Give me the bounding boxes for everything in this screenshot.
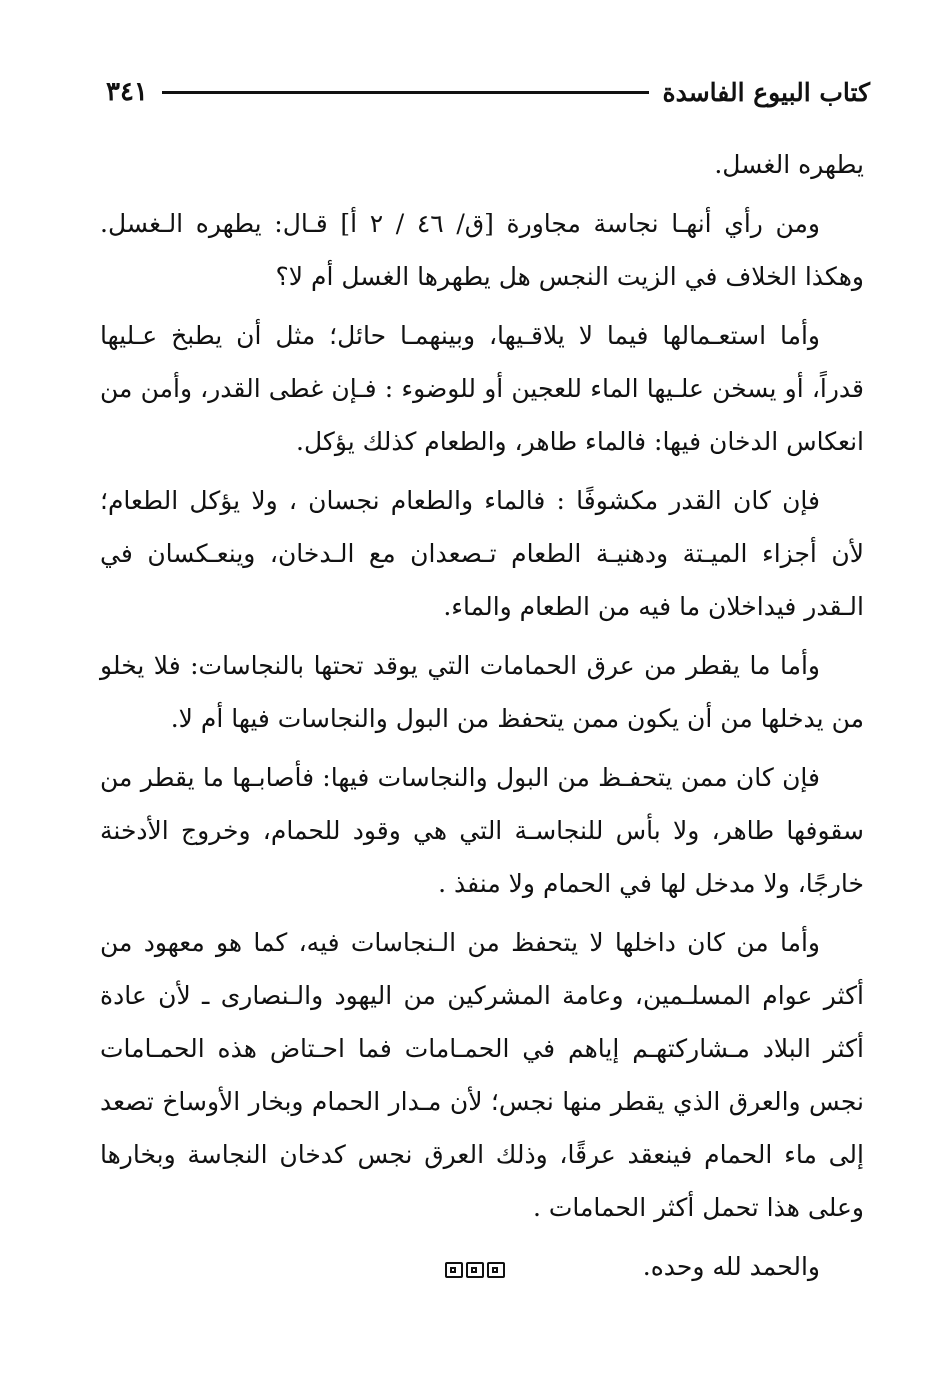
paragraph-8: والحمد لله وحده.	[642, 1252, 820, 1281]
paragraph-6: فإن كان ممن يتحفـظ من البول والنجاسات فيها: فأصابـها ما يقطر من سقوفها طاهر، ولا بأس للنجاسـة التي هي وقود للحمام، وخروج الأدخنة خارجًا، ولا مدخل لها في الحمام ولا منفذ .	[100, 763, 864, 898]
paragraph-3: وأما استعـمالها فيما لا يلاقـيها، وبينهمـا حائل؛ مثل أن يطبخ عـليها قدراً، أو يسخن علـيها الماء للعجين أو للوضوء : فـإن غطى القدر، وأمن من انعكاس الدخان فيها: فالماء طاهر، والطعام كذلك يؤكل.	[100, 321, 864, 456]
ornament-square-icon	[445, 1262, 463, 1278]
end-ornament	[0, 1262, 949, 1278]
paragraph-5: وأما ما يقطر من عرق الحمامات التي يوقد تحتها بالنجاسات: فلا يخلو من يدخلها من أن يكون ممن يتحفظ من البول والنجاسات فيها أم لا.	[100, 651, 864, 733]
running-header	[106, 72, 870, 112]
ornament-square-icon	[487, 1262, 505, 1278]
paragraph-4: فإن كان القدر مكشوفًا : فالماء والطعام نجسان ، ولا يؤكل الطعام؛ لأن أجزاء الميـتة ودهنيـة الطعام تـصعدان مع الـدخان، وينعـكسان في الـقدر فيداخلان ما فيه من الطعام والماء.	[100, 486, 864, 621]
ornament-square-icon	[466, 1262, 484, 1278]
header-rule	[162, 91, 649, 94]
header-title: كتاب البيوع الفاسدة	[662, 77, 870, 107]
paragraph-7: وأما من كان داخلها لا يتحفظ من الـنجاسات فيه، كما هو معهود من أكثر عوام المسلـمين، وعامة المشركين من اليهود والـنصارى ـ لأن عادة أكثر البلاد مـشاركتهـم إياهم في الحمـامات فما احـتاض هذه الحمـامات نجس والعرق الذي يقطر منها نجس؛ لأن مـدار الحمام وبخار الأوساخ تصعد إلى ماء الحمام فينعقد عرقًا، وذلك العرق نجس كدخان النجاسة وبخارها وعلى هذا تحمل أكثر الحمامات .	[100, 928, 864, 1222]
page-number: ٣٤١	[106, 77, 148, 107]
body-text	[100, 138, 864, 1293]
paragraph-1: يطهره الغسل.	[714, 150, 864, 179]
paragraph-2: ومن رأي أنهـا نجاسة مجاورة [ق/ ٤٦ / ٢ أ] قـال: يطهره الـغسل. وهكذا الخلاف في الزيت النجس هل يطهرها الغسل أم لا؟	[100, 209, 864, 291]
